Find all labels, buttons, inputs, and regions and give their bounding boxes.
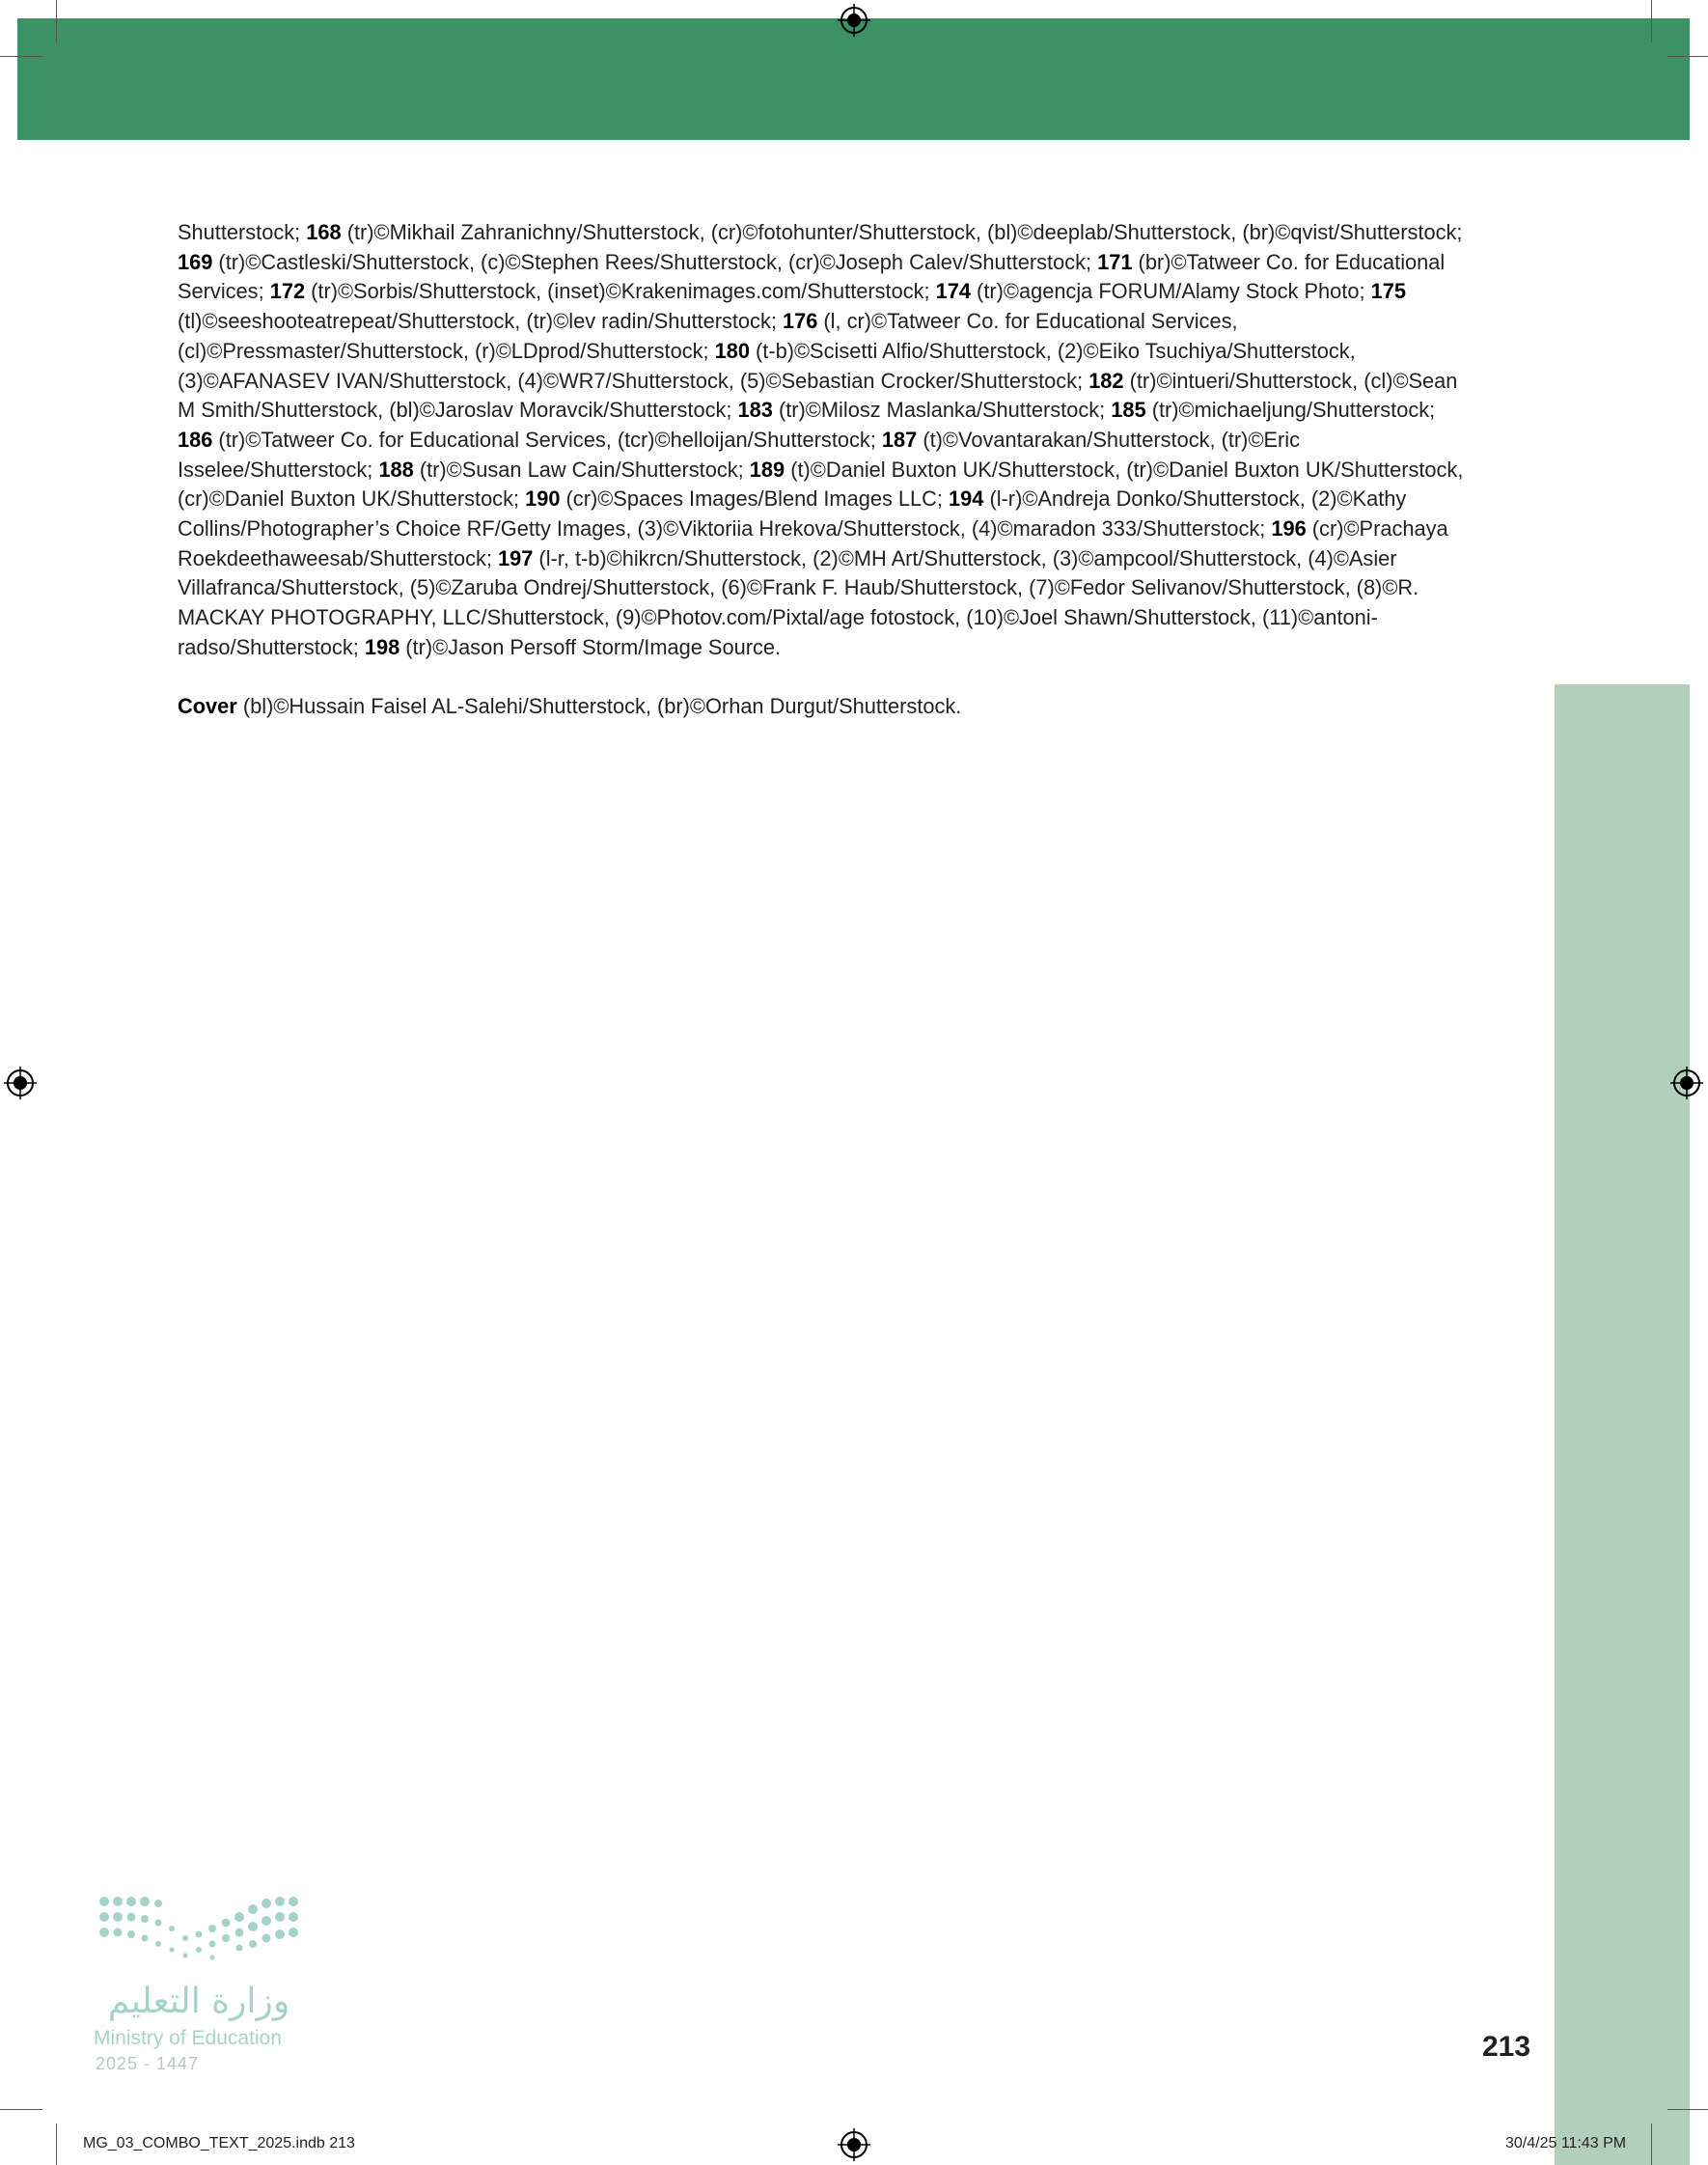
logo-dot xyxy=(169,1926,175,1931)
credit-text: (l-r, t-b)©hikrcn/Shutterstock, (2)©MH Art/Shutterstock, (3)©ampcool/Shutterstock, (4)©Asier Villafranca/Shutterstock, (5)©Zaruba Ondrej/Shutterstock, (6)©Frank F. Haub/Shutterstock, (7)©Fedor Selivanov/Shutterstock, (8)©R. MACKAY PHOTOGRAPHY, LLC/Shutterstock, (9)©Photov.com/Pixtal/age fotostock, (10)©Joel Shawn/Shutterstock, (11)©antoni-radso/Shutterstock; xyxy=(178,545,1419,659)
credit-text: (br)©Tatweer Co. for Educational Services; xyxy=(178,249,1446,304)
credits-paragraph xyxy=(178,218,1471,663)
logo-dot xyxy=(289,1912,298,1922)
logo-dot xyxy=(222,1919,231,1928)
logo-dot xyxy=(248,1922,258,1931)
logo-dot xyxy=(210,1956,215,1960)
page-ref: 174 xyxy=(935,279,971,304)
page-ref: 171 xyxy=(1097,249,1133,274)
crop-mark xyxy=(0,56,42,57)
crop-mark xyxy=(56,0,57,42)
registration-mark-icon xyxy=(4,1067,37,1099)
logo-dot xyxy=(113,1897,123,1906)
logo-english-text: Ministry of Education xyxy=(94,2027,282,2049)
logo-dot xyxy=(196,1931,203,1938)
logo-dot xyxy=(275,1912,285,1922)
credit-text: (tr)©Milosz Maslanka/Shutterstock; xyxy=(772,398,1112,423)
page-ref: 190 xyxy=(525,486,561,512)
logo-dot xyxy=(222,1934,230,1942)
page-ref: 172 xyxy=(269,279,306,304)
logo-years-text: 2025 - 1447 xyxy=(96,2054,200,2073)
page-ref: 176 xyxy=(782,309,818,334)
credit-text: (l-r)©Andreja Donko/Shutterstock, (2)©Kathy Collins/Photographer’s Choice RF/Getty Images, (3)©Viktoriia Hrekova/Shutterstock, (4)©maradon 333/Shutterstock; xyxy=(178,486,1407,541)
credit-text: (l, cr)©Tatweer Co. for Educational Services, (cl)©Pressmaster/Shutterstock, (r)©LDprod/Shutterstock; xyxy=(178,309,1238,363)
logo-dot xyxy=(99,1912,109,1922)
crop-mark xyxy=(56,2123,57,2165)
logo-dot xyxy=(209,1941,216,1948)
page-number: 213 xyxy=(1482,2031,1531,2063)
logo-dot xyxy=(114,1929,123,1937)
logo-dot xyxy=(289,1928,298,1937)
page-ref: 186 xyxy=(178,427,213,452)
cover-credits-paragraph xyxy=(178,692,1471,722)
side-margin-band xyxy=(1555,684,1690,2165)
credit-text: (t)©Vovantarakan/Shutterstock, (tr)©Eric Isselee/Shutterstock; xyxy=(178,427,1301,482)
crop-mark xyxy=(1651,0,1652,42)
logo-dot xyxy=(182,1935,188,1941)
logo-dot xyxy=(127,1930,135,1938)
credit-text: (t-b)©Scisetti Alfio/Shutterstock, (2)©Eiko Tsuchiya/Shutterstock, (3)©AFANASEV IVAN/Shutterstock, (4)©WR7/Shutterstock, (5)©Sebastian Crocker/Shutterstock; xyxy=(178,338,1356,393)
registration-mark-icon xyxy=(1670,1067,1703,1099)
credit-text: Shutterstock; xyxy=(178,220,307,244)
logo-dot xyxy=(275,1897,285,1906)
page-ref: 168 xyxy=(306,220,342,244)
logo-dot xyxy=(289,1897,298,1906)
credit-text: (tr)©Sorbis/Shutterstock, (inset)©Krakenimages.com/Shutterstock; xyxy=(305,279,936,304)
logo-dot xyxy=(126,1897,136,1906)
photo-credits xyxy=(178,218,1471,721)
logo-dot xyxy=(155,1920,162,1927)
crop-mark xyxy=(1651,2123,1652,2165)
credit-text: (cr)©Spaces Images/Blend Images LLC; xyxy=(560,486,950,512)
credit-text: (tr)©Castleski/Shutterstock, (c)©Stephen Rees/Shutterstock, (cr)©Joseph Calev/Shutterstock; xyxy=(212,249,1098,274)
logo-dot xyxy=(99,1897,109,1906)
credit-text: (tr)©Mikhail Zahranichny/Shutterstock, (cr)©fotohunter/Shutterstock, (bl)©deeplab/Shutterstock, (br)©qvist/Shutterstock; xyxy=(341,220,1463,244)
logo-dot xyxy=(99,1928,109,1937)
page-ref: 185 xyxy=(1111,398,1146,423)
logo-dot xyxy=(155,1941,161,1947)
credit-text: (t)©Daniel Buxton UK/Shutterstock, (tr)©Daniel Buxton UK/Shutterstock, (cr)©Daniel Buxton UK/Shutterstock; xyxy=(178,457,1464,512)
registration-mark-icon xyxy=(838,2128,870,2161)
logo-dot xyxy=(208,1925,216,1932)
credit-text: (tr)©Jason Persoff Storm/Image Source. xyxy=(399,634,782,659)
credit-text: (tr)©intueri/Shutterstock, (cl)©Sean M Smith/Shutterstock, (bl)©Jaroslav Moravcik/Shutterstock; xyxy=(178,368,1458,423)
page-ref: 183 xyxy=(737,398,773,423)
logo-dots-icon xyxy=(89,1888,320,1985)
logo-dot xyxy=(235,1929,244,1937)
logo-dot xyxy=(236,1945,243,1952)
logo-dot xyxy=(142,1935,149,1942)
page-ref: 196 xyxy=(1271,516,1307,541)
logo-dot xyxy=(154,1900,162,1907)
crop-mark xyxy=(0,2109,42,2110)
logo-dot xyxy=(234,1912,244,1922)
slug-file-info: MG_03_COMBO_TEXT_2025.indb 213 xyxy=(83,2135,355,2151)
page-ref: 188 xyxy=(378,457,414,482)
page-ref: 180 xyxy=(714,338,750,363)
logo-dot xyxy=(275,1929,285,1939)
logo-dot xyxy=(170,1948,175,1953)
cover-credit-text: (bl)©Hussain Faisel AL-Salehi/Shutterstock, (br)©Orhan Durgut/Shutterstock. xyxy=(236,693,962,718)
page-ref: 175 xyxy=(1370,279,1406,304)
page-ref: 187 xyxy=(881,427,918,452)
credit-text: (tr)©Tatweer Co. for Educational Services, (tcr)©helloijan/Shutterstock; xyxy=(212,427,882,452)
crop-mark xyxy=(1667,56,1708,57)
logo-dot xyxy=(262,1934,271,1943)
page-ref: 197 xyxy=(498,545,534,570)
page-ref: 169 xyxy=(178,249,213,274)
cover-label: Cover xyxy=(178,693,237,718)
credit-text: (cr)©Prachaya Roekdeethaweesab/Shutterstock; xyxy=(178,516,1448,570)
crop-mark xyxy=(1667,2109,1708,2110)
page-ref: 194 xyxy=(949,486,984,512)
registration-mark-icon xyxy=(838,4,870,37)
logo-dot xyxy=(248,1904,258,1914)
credit-text: (tr)©michaeljung/Shutterstock; xyxy=(1145,398,1436,423)
slug-timestamp: 30/4/25 11:43 PM xyxy=(1505,2135,1627,2151)
page-ref: 182 xyxy=(1088,368,1124,393)
page-ref: 198 xyxy=(364,634,400,659)
logo-dot xyxy=(262,1899,271,1908)
credit-text: (tl)©seeshooteatrepeat/Shutterstock, (tr)©lev radin/Shutterstock; xyxy=(178,309,783,334)
credit-text: (tr)©Susan Law Cain/Shutterstock; xyxy=(413,457,750,482)
logo-dot xyxy=(140,1897,150,1906)
logo-dot xyxy=(113,1912,123,1922)
page-ref: 189 xyxy=(749,457,785,482)
logo-dot xyxy=(141,1915,149,1923)
logo-dot xyxy=(249,1940,257,1948)
logo-dot xyxy=(183,1954,188,1958)
logo-dot xyxy=(196,1947,202,1953)
logo-arabic-text: وزارة التعليم xyxy=(107,1982,290,2021)
logo-dot xyxy=(127,1913,136,1922)
logo-dot xyxy=(262,1916,271,1926)
credit-text: (tr)©agencja FORUM/Alamy Stock Photo; xyxy=(971,279,1371,304)
